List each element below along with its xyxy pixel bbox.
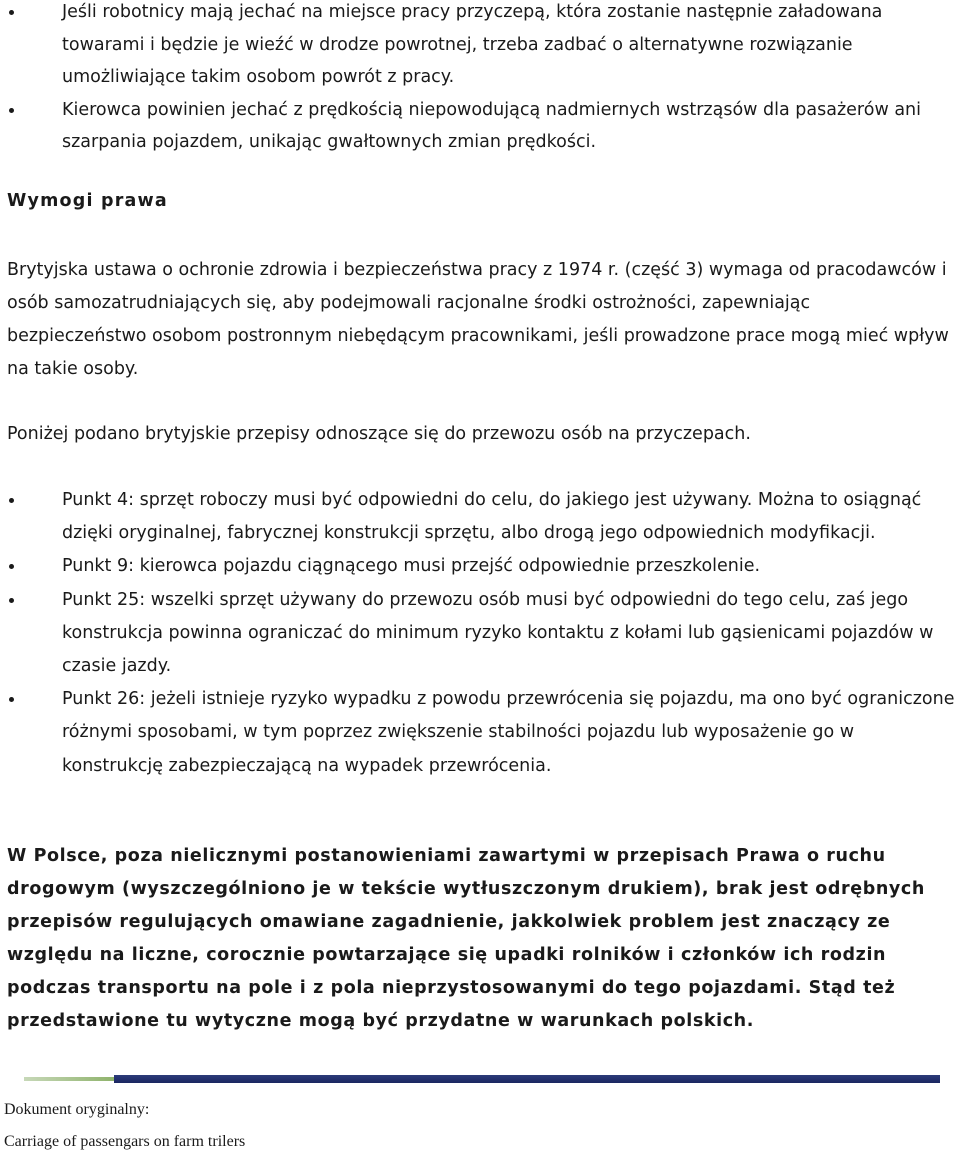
bullet-icon — [9, 498, 14, 503]
list-item-text: Punkt 25: wszelki sprzęt używany do przewozu osób musi być odpowiedni do tego celu, zaś jego konstrukcja powinna ograniczać do minimum ryzyko kontaktu z kołami lub gąsienicami pojazdów w czasie jazdy. — [62, 589, 934, 677]
footer-source-label: Dokument oryginalny: — [4, 1101, 150, 1118]
section-heading: Wymogi prawa — [7, 191, 168, 211]
bullet-icon — [9, 598, 14, 603]
footer-divider — [24, 1075, 940, 1083]
bullet-icon — [9, 108, 14, 113]
list-item-text: Punkt 4: sprzęt roboczy musi być odpowiedni do celu, do jakiego jest używany. Można to osiągnąć dzięki oryginalnej, fabrycznej konstrukcji sprzętu, albo drogą jego odpowiednich modyfikacji. — [62, 490, 922, 544]
bullet-icon — [9, 697, 14, 702]
paragraph-law: Brytyjska ustawa o ochronie zdrowia i bezpieczeństwa pracy z 1974 r. (część 3) wymaga od pracodawców i osób samozatrudniających się, aby podejmowali racjonalne środki ostrożności, zapewniając bezpieczeństwo osobom postronnym niebędącym pracownikami, jeśli prowadzone prace mogą mieć wpływ na takie osoby. — [7, 260, 949, 379]
footer-divider-blue-segment — [114, 1075, 940, 1083]
bullet-list-top — [0, 0, 960, 159]
bullet-list-rules — [0, 484, 960, 783]
list-item — [0, 0, 960, 94]
bullet-icon — [9, 10, 14, 15]
footer-divider-green-segment — [24, 1077, 114, 1081]
paragraph-intro-rules: Poniżej podano brytyjskie przepisy odnoszące się do przewozu osób na przyczepach. — [7, 424, 751, 444]
list-item — [0, 94, 960, 159]
list-item-text: Jeśli robotnicy mają jechać na miejsce pracy przyczepą, która zostanie następnie załadowana towarami i będzie je wieźć w drodze powrotnej, trzeba zadbać o alternatywne rozwiązanie umożliwiające takim osobom powrót z pracy. — [62, 2, 883, 87]
list-item — [0, 683, 960, 783]
list-item — [0, 484, 960, 550]
list-item — [0, 584, 960, 684]
list-item-text: Kierowca powinien jechać z prędkością niepowodującą nadmiernych wstrząsów dla pasażerów ani szarpania pojazdem, unikając gwałtownych zmian prędkości. — [62, 99, 921, 152]
footer-source-title: Carriage of passengars on farm trilers — [4, 1133, 246, 1150]
bullet-icon — [9, 564, 14, 569]
paragraph-poland-bold: W Polsce, poza nielicznymi postanowieniami zawartymi w przepisach Prawa o ruchu drogowym (wyszczególniono je w tekście wytłuszczonym drukiem), brak jest odrębnych przepisów regulujących omawiane zagadnienie, jakkolwiek problem jest znaczący ze względu na liczne, corocznie powtarzające się upadki rolników i członków ich rodzin podczas transportu na pole i z pola nieprzystosowanymi do tego pojazdami. Stąd też przedstawione tu wytyczne mogą być przydatne w warunkach polskich. — [7, 846, 925, 1031]
list-item-text: Punkt 26: jeżeli istnieje ryzyko wypadku z powodu przewrócenia się pojazdu, ma ono być ograniczone różnymi sposobami, w tym poprzez zwiększenie stabilności pojazdu lub wyposażenie go w konstrukcję zabezpieczającą na wypadek przewrócenia. — [62, 689, 955, 776]
list-item — [0, 550, 960, 583]
list-item-text: Punkt 9: kierowca pojazdu ciągnącego musi przejść odpowiednie przeszkolenie. — [62, 556, 761, 577]
